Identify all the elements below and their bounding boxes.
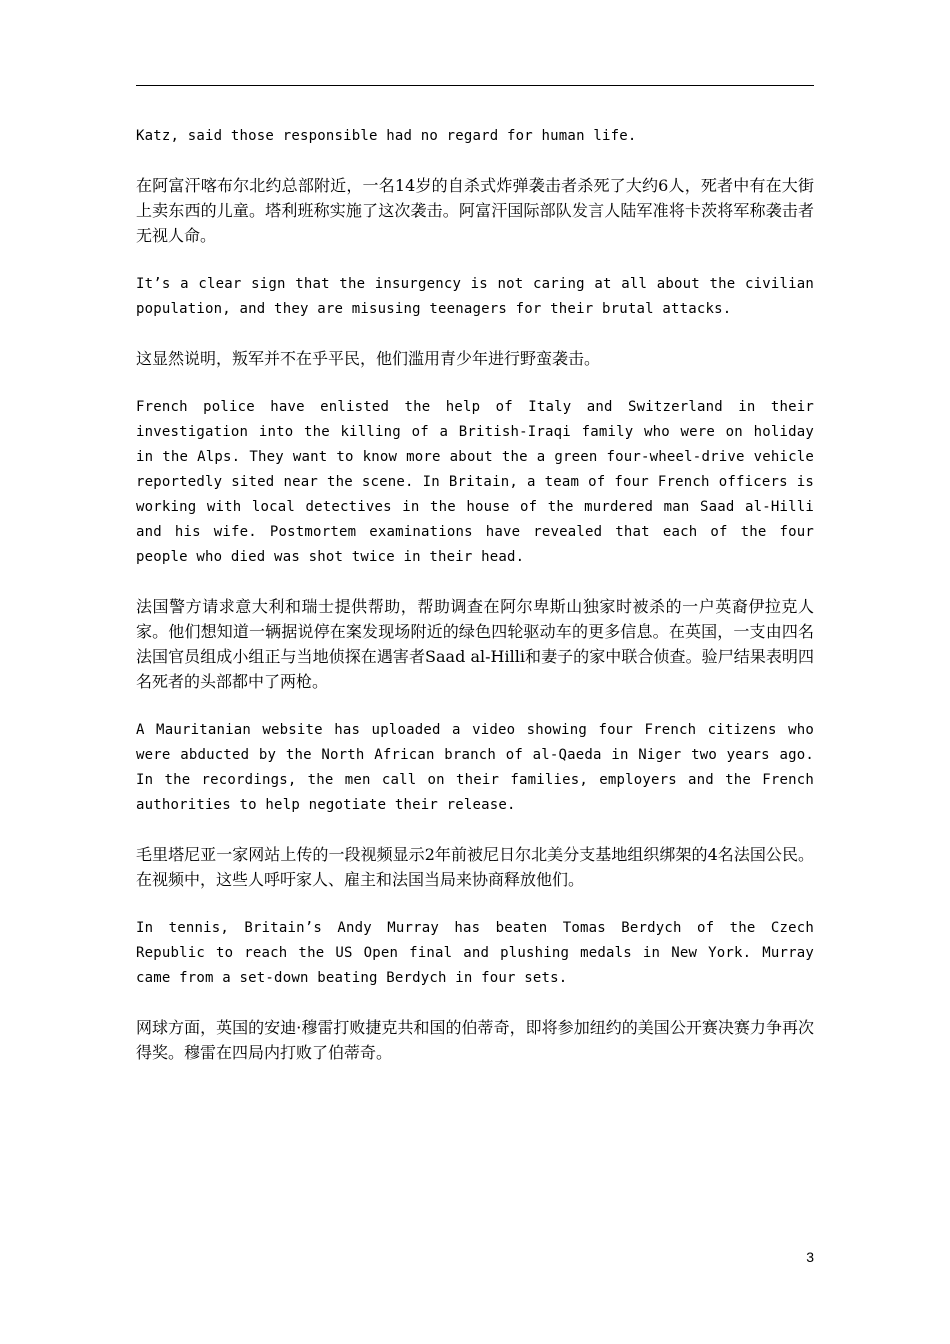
paragraph-en-2: It’s a clear sign that the insurgency is not caring at all about the civilian population, and they are misusing teenagers for their brutal attacks. bbox=[136, 276, 814, 317]
paragraph-zh-3: 法国警方请求意大利和瑞士提供帮助，帮助调查在阿尔卑斯山独家时被杀的一户英裔伊拉克人家。他们想知道一辆据说停在案发现场附近的绿色四轮驱动车的更多信息。在英国，一支由四名法国官员组成小组正与当地侦探在遇害者Saad al-Hilli和妻子的家中联合侦查。验尸结果表明四名死者的头部都中了两枪。 bbox=[136, 597, 814, 691]
paragraph-en-1: Katz, said those responsible had no regard for human life. bbox=[136, 128, 637, 144]
paragraph-zh-2: 这显然说明，叛军并不在乎平民，他们滥用青少年进行野蛮袭击。 bbox=[136, 349, 601, 368]
paragraph-en-4: A Mauritanian website has uploaded a video showing four French citizens who were abducted by the North African branch of al-Qaeda in Niger two years ago. In the recordings, the men call on their families, employers and the French authorities to help negotiate their release. bbox=[136, 722, 814, 813]
paragraph-en-3: French police have enlisted the help of Italy and Switzerland in their investigation into the killing of a British-Iraqi family who were on holiday in the Alps. They want to know more about the a green four-wheel-drive vehicle reportedly sited near the scene. In Britain, a team of four French officers is working with local detectives in the house of the murdered man Saad al-Hilli and his wife. Postmortem examinations have revealed that each of the four people who died was shot twice in their head. bbox=[136, 399, 814, 565]
page-number: 3 bbox=[806, 1249, 814, 1265]
document-body bbox=[136, 124, 814, 1065]
paragraph-zh-1: 在阿富汗喀布尔北约总部附近，一名14岁的自杀式炸弹袭击者杀死了大约6人，死者中有在大街上卖东西的儿童。塔利班称实施了这次袭击。阿富汗国际部队发言人陆军准将卡茨将军称袭击者无视人命。 bbox=[136, 176, 814, 245]
paragraph-en-5: In tennis, Britain’s Andy Murray has beaten Tomas Berdych of the Czech Republic to reach the US Open final and plushing medals in New York. Murray came from a set-down beating Berdych in four sets. bbox=[136, 920, 814, 986]
paragraph-zh-4: 毛里塔尼亚一家网站上传的一段视频显示2年前被尼日尔北美分支基地组织绑架的4名法国公民。在视频中，这些人呼吁家人、雇主和法国当局来协商释放他们。 bbox=[136, 845, 814, 889]
paragraph-zh-5: 网球方面，英国的安迪·穆雷打败捷克共和国的伯蒂奇，即将参加纽约的美国公开赛决赛力争再次得奖。穆雷在四局内打败了伯蒂奇。 bbox=[136, 1018, 814, 1062]
header-rule bbox=[136, 85, 814, 86]
